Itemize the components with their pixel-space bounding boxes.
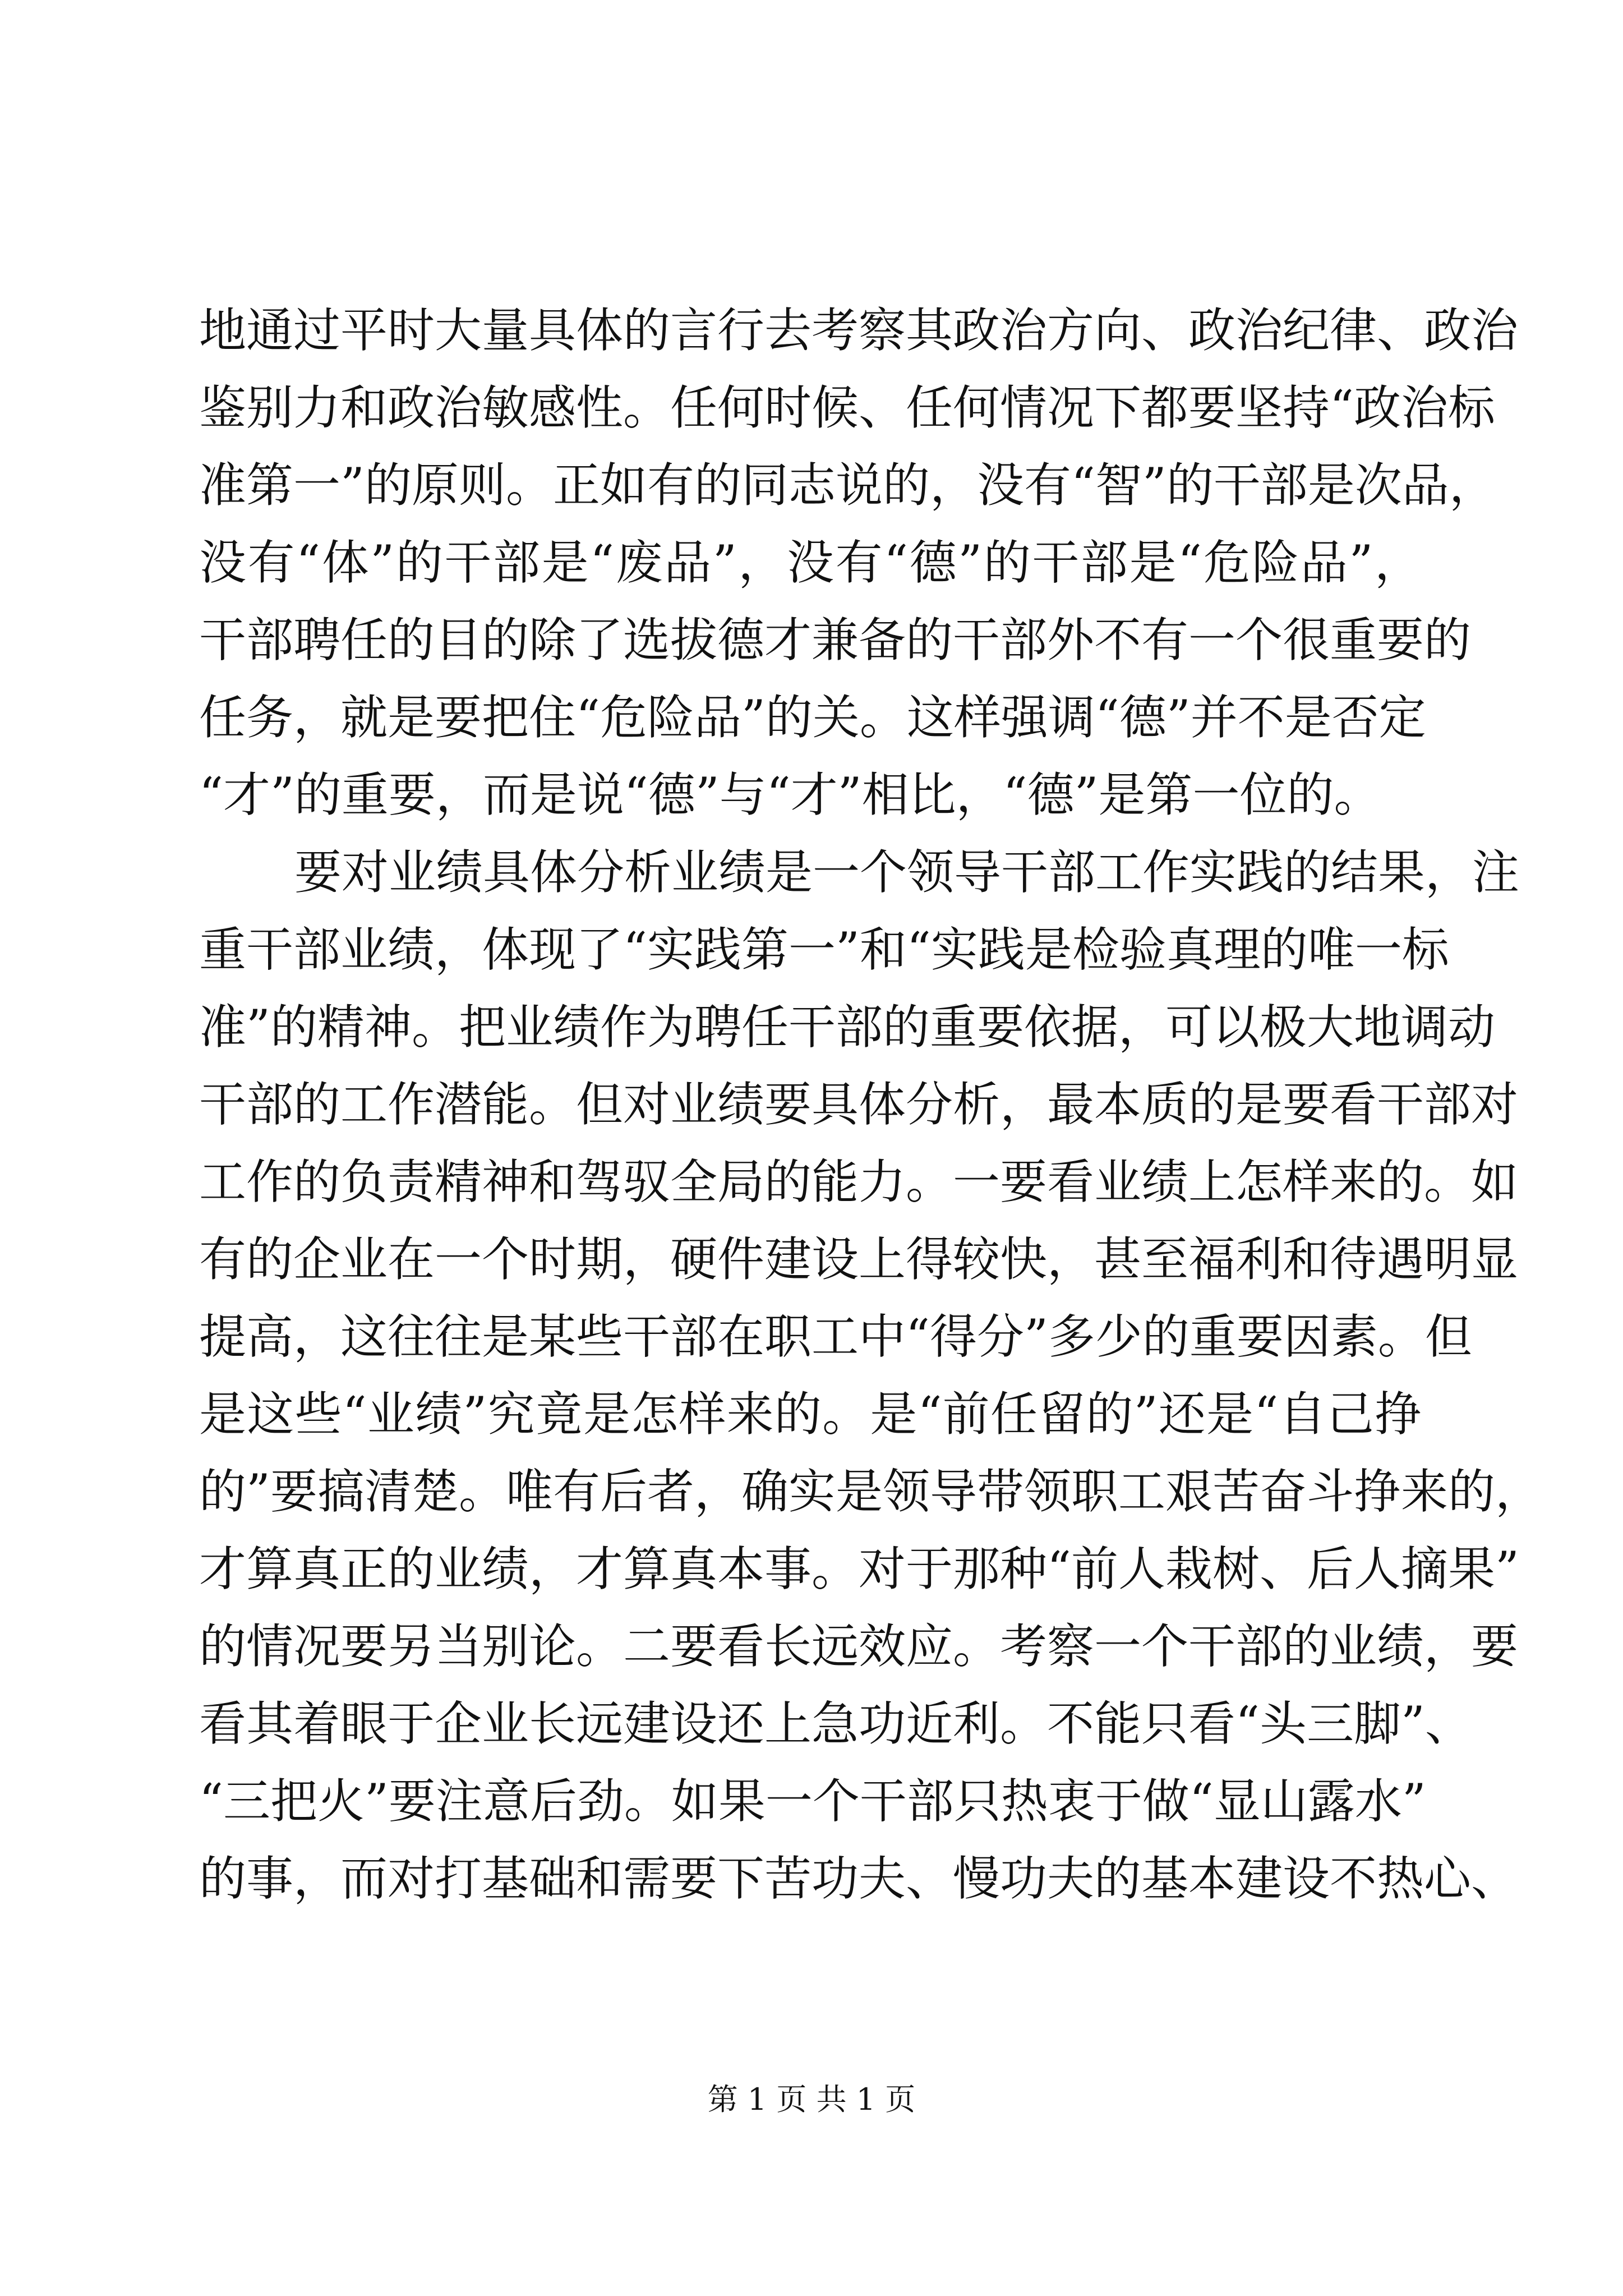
text-line: “才”的重要，而是说“德”与“才”相比，“德”是第一位的。 [199,767,1381,822]
body-text [199,292,1542,1917]
text-line: 提高，这往往是某些干部在职工中“得分”多少的重要因素。但 [199,1309,1472,1364]
text-line: 任务，就是要把住“危险品”的关。这样强调“德”并不是否定 [199,690,1426,745]
text-line: 看其着眼于企业长远建设还上急功近利。不能只看“头三脚”、 [199,1696,1472,1751]
page-number-label: 第 1 页 共 1 页 [707,2082,916,2117]
paragraph-first-line: 要对业绩具体分析业绩是一个领导干部工作实践的结果，注 [294,845,1520,900]
text-line: 地通过平时大量具体的言行去考察其政治方向、政治纪律、政治 [199,303,1519,358]
text-line: “三把火”要注意后劲。如果一个干部只热衷于做“显山露水” [199,1774,1426,1829]
text-line: 准”的精神。把业绩作为聘任干部的重要依据，可以极大地调动 [199,1000,1495,1055]
text-line: 没有“体”的干部是“废品”，没有“德”的干部是“危险品”， [199,535,1422,590]
text-line: 鉴别力和政治敏感性。任何时候、任何情况下都要坚持“政治标 [199,380,1495,435]
text-line: 的事，而对打基础和需要下苦功夫、慢功夫的基本建设不热心、 [199,1851,1519,1906]
text-line: 工作的负责精神和驾驭全局的能力。一要看业绩上怎样来的。如 [199,1154,1519,1209]
text-line: 的情况要另当别论。二要看长远效应。考察一个干部的业绩，要 [199,1619,1519,1674]
text-line: 的”要搞清楚。唯有后者，确实是领导带领职工艰苦奋斗挣来的， [199,1464,1542,1519]
text-line: 是这些“业绩”究竟是怎样来的。是“前任留的”还是“自己挣 [199,1387,1422,1442]
text-line: 干部聘任的目的除了选拔德才兼备的干部外不有一个很重要的 [199,613,1472,668]
text-line: 重干部业绩，体现了“实践第一”和“实践是检验真理的唯一标 [199,922,1449,977]
text-line: 干部的工作潜能。但对业绩要具体分析，最本质的是要看干部对 [199,1077,1519,1132]
text-line: 准第一”的原则。正如有的同志说的，没有“智”的干部是次品， [199,458,1496,513]
text-line: 才算真正的业绩，才算真本事。对于那种“前人栽树、后人摘果” [199,1542,1519,1596]
page-footer [0,2076,1623,2119]
text-line: 有的企业在一个时期，硬件建设上得较快，甚至福利和待遇明显 [199,1232,1519,1287]
